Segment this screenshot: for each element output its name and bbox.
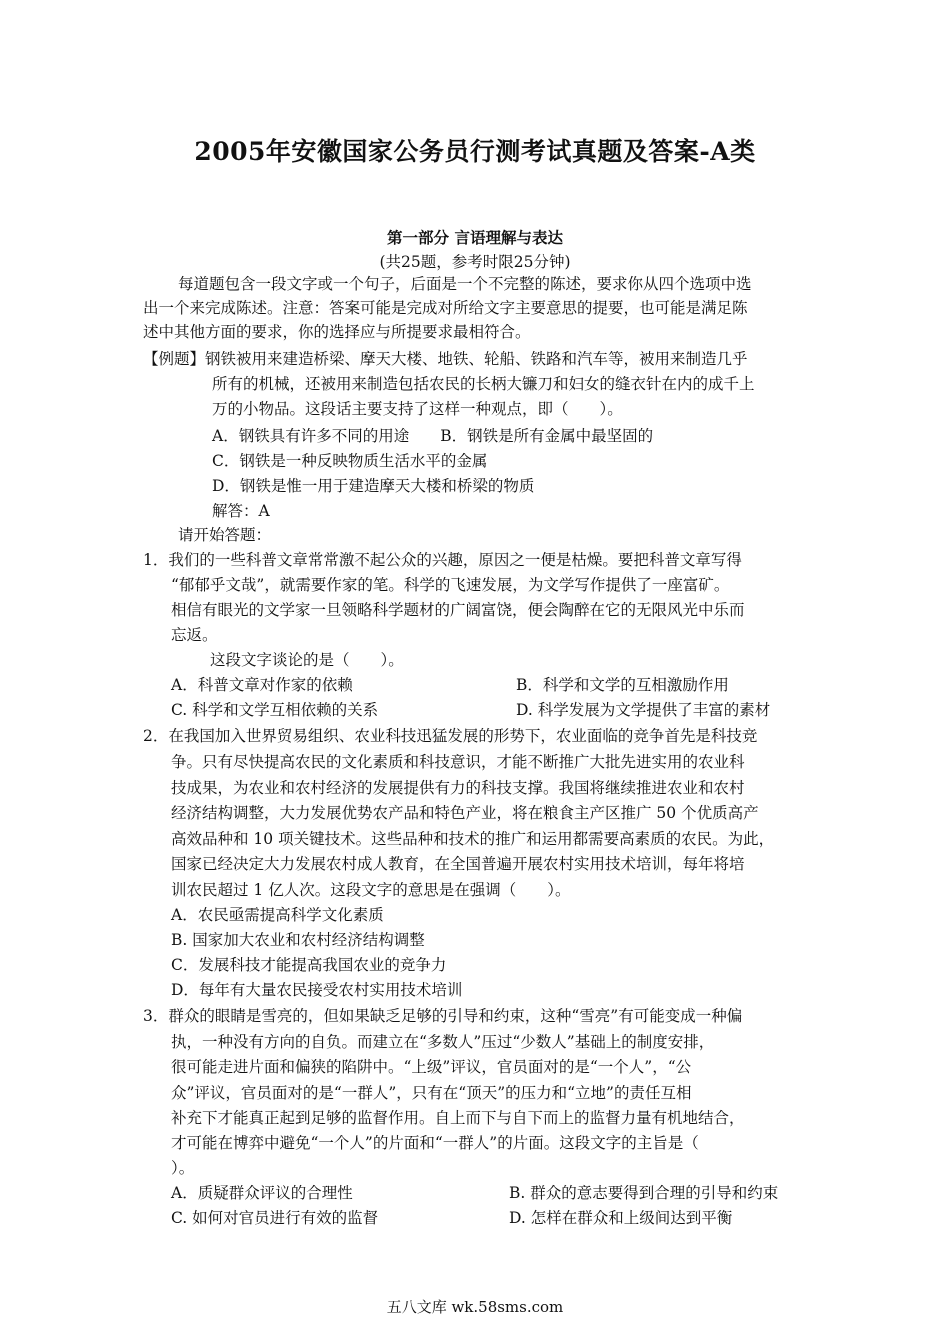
question-line: “郁郁乎文哉”，就需要作家的笔。科学的飞速发展，为文学写作提供了一座富矿。 <box>171 576 730 594</box>
option-b: B．科学和文学的互相激励作用 <box>516 676 729 694</box>
question-line: 技成果，为农业和农村经济的发展提供有力的科技支撑。我国将继续推进农业和农村 <box>171 779 745 797</box>
instruction-line: 每道题包含一段文字或一个句子，后面是一个不完整的陈述，要求你从四个选项中选 <box>178 275 752 293</box>
start-prompt: 请开始答题： <box>178 526 272 544</box>
question-line: 忘返。 <box>171 626 218 644</box>
section-subtitle: (共25题，参考时限25分钟) <box>379 253 571 271</box>
example-option: A．钢铁具有许多不同的用途 B．钢铁是所有金属中最坚固的 <box>212 427 654 445</box>
instruction-line: 述中其他方面的要求，你的选择应与所提要求最相符合。 <box>143 323 531 341</box>
question-line: 训农民超过 1 亿人次。这段文字的意思是在强调（ ）。 <box>171 881 571 899</box>
option-a: A．科普文章对作家的依赖 <box>171 676 353 694</box>
option-d: D. 科学发展为文学提供了丰富的素材 <box>516 701 771 719</box>
question-prompt: 这段文字谈论的是（ ）。 <box>210 651 404 669</box>
question-line: 经济结构调整，大力发展优势农产品和特色产业，将在粮食主产区推广 50 个优质高产 <box>171 804 759 822</box>
question-line: 高效品种和 10 项关键技术。这些品种和技术的推广和运用都需要高素质的农民。为此， <box>171 830 775 848</box>
option-b: B. 群众的意志要得到合理的引导和约束 <box>509 1184 779 1202</box>
question-line: 众”评议，官员面对的是“一群人”，只有在“顶天”的压力和“立地”的责任互相 <box>171 1084 692 1102</box>
option-b: B. 国家加大农业和农村经济结构调整 <box>171 931 425 949</box>
example-line: 所有的机械，还被用来制造包括农民的长柄大镰刀和妇女的缝衣针在内的成千上 <box>212 375 755 393</box>
question-line: ）。 <box>171 1159 195 1177</box>
footer-watermark: 五八文库 wk.58sms.com <box>386 1298 564 1316</box>
question-line: 才可能在博弈中避免“一个人”的片面和“一群人”的片面。这段文字的主旨是（ <box>171 1134 699 1152</box>
example-line: 万的小物品。这段话主要支持了这样一种观点，即（ ）。 <box>212 400 623 418</box>
option-c: C．发展科技才能提高我国农业的竞争力 <box>171 956 447 974</box>
page-title: 2005年安徽国家公务员行测考试真题及答案-A类 <box>194 137 756 166</box>
question-line: 执，一种没有方向的自负。而建立在“多数人”压过“少数人”基础上的制度安排， <box>171 1033 715 1051</box>
example-answer: 解答：A <box>212 502 270 520</box>
option-c: C. 科学和文学互相依赖的关系 <box>171 701 379 719</box>
option-d: D. 怎样在群众和上级间达到平衡 <box>509 1209 733 1227</box>
example-option: D．钢铁是惟一用于建造摩天大楼和桥梁的物质 <box>212 477 535 495</box>
question-line: 3．群众的眼睛是雪亮的，但如果缺乏足够的引导和约束，这种“雪亮”有可能变成一种偏 <box>143 1007 743 1025</box>
option-c: C. 如何对官员进行有效的监督 <box>171 1209 379 1227</box>
question-line: 国家已经决定大力发展农村成人教育，在全国普遍开展农村实用技术培训，每年将培 <box>171 855 745 873</box>
question-line: 补充下才能真正起到足够的监督作用。自上而下与自下而上的监督力量有机地结合， <box>171 1109 745 1127</box>
example-label-line: 【例题】钢铁被用来建造桥梁、摩天大楼、地铁、轮船、铁路和汽车等，被用来制造几乎 <box>143 350 748 368</box>
question-line: 1．我们的一些科普文章常常激不起公众的兴趣，原因之一便是枯燥。要把科普文章写得 <box>143 551 742 569</box>
instruction-line: 出一个来完成陈述。注意：答案可能是完成对所给文字主要意思的提要，也可能是满足陈 <box>143 299 748 317</box>
question-line: 很可能走进片面和偏狭的陷阱中。“上级”评议，官员面对的是“一个人”，“公 <box>171 1058 692 1076</box>
question-line: 争。只有尽快提高农民的文化素质和科技意识，才能不断推广大批先进实用的农业科 <box>171 753 745 771</box>
option-a: A．质疑群众评议的合理性 <box>171 1184 353 1202</box>
option-a: A．农民亟需提高科学文化素质 <box>171 906 384 924</box>
section-title: 第一部分 言语理解与表达 <box>387 228 563 247</box>
option-d: D．每年有大量农民接受农村实用技术培训 <box>171 981 463 999</box>
question-line: 2．在我国加入世界贸易组织、农业科技迅猛发展的形势下，农业面临的竞争首先是科技竞 <box>143 727 758 745</box>
example-option: C．钢铁是一种反映物质生活水平的金属 <box>212 452 488 470</box>
question-line: 相信有眼光的文学家一旦领略科学题材的广阔富饶，便会陶醉在它的无限风光中乐而 <box>171 601 745 619</box>
